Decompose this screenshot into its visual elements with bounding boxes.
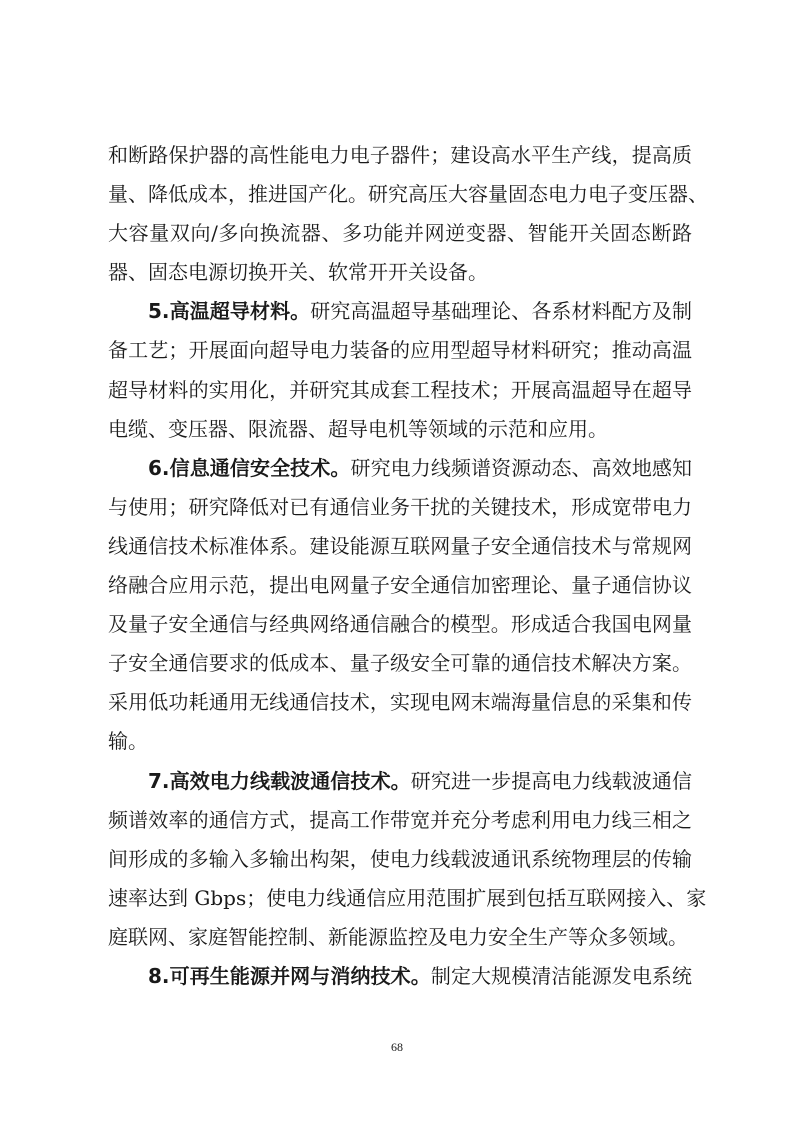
line-text: 络融合应用示范，提出电网量子安全通信加密理论、量子通信协议 bbox=[108, 573, 692, 598]
document-body bbox=[108, 136, 708, 996]
paragraph-item bbox=[108, 292, 692, 448]
line-text: 研究高温超导基础理论、各系材料配方及制 bbox=[310, 299, 693, 324]
text-line bbox=[108, 644, 692, 683]
line-text: 庭联网、家庭智能控制、新能源监控及电力安全生产等众多领域。 bbox=[108, 924, 688, 949]
item-heading: 5.高温超导材料。 bbox=[148, 299, 311, 324]
paragraph-item bbox=[108, 762, 707, 957]
line-text: 速率达到 Gbps；使电力线通信应用范围扩展到包括互联网接入、家 bbox=[108, 885, 707, 910]
line-text: 超导材料的实用化，并研究其成套工程技术；开展高温超导在超导 bbox=[108, 377, 692, 402]
text-line bbox=[108, 214, 692, 253]
text-line bbox=[108, 762, 692, 801]
line-text: 间形成的多输入多输出构架，使电力线载波通讯系统物理层的传输 bbox=[108, 846, 692, 871]
text-line bbox=[108, 918, 692, 957]
text-line bbox=[108, 683, 692, 722]
line-text: 及量子安全通信与经典网络通信融合的模型。形成适合我国电网量 bbox=[108, 612, 692, 637]
text-line bbox=[108, 879, 707, 918]
text-line bbox=[108, 840, 692, 879]
item-heading: 7.高效电力线载波通信技术。 bbox=[148, 768, 411, 793]
text-line bbox=[108, 410, 692, 449]
text-line bbox=[108, 449, 692, 488]
text-line bbox=[108, 605, 692, 644]
line-text: 与使用；研究降低对已有通信业务干扰的关键技术，形成宽带电力 bbox=[108, 494, 692, 519]
page-number: 68 bbox=[391, 1040, 403, 1054]
line-text: 频谱效率的通信方式，提高工作带宽并充分考虑利用电力线三相之 bbox=[108, 807, 692, 832]
text-line bbox=[108, 722, 692, 761]
paragraph-continued bbox=[108, 136, 708, 292]
item-heading: 6.信息通信安全技术。 bbox=[148, 455, 351, 480]
paragraph-item bbox=[108, 449, 692, 762]
text-line bbox=[108, 566, 692, 605]
paragraph-item bbox=[108, 957, 692, 996]
line-text: 输。 bbox=[108, 729, 148, 754]
line-text: 量、降低成本，推进国产化。研究高压大容量固态电力电子变压器、 bbox=[108, 182, 708, 207]
text-line bbox=[108, 292, 692, 331]
line-text: 研究电力线频谱资源动态、高效地感知 bbox=[350, 455, 693, 480]
text-line bbox=[108, 527, 692, 566]
line-text: 备工艺；开展面向超导电力装备的应用型超导材料研究；推动高温 bbox=[108, 338, 692, 363]
text-line bbox=[108, 488, 692, 527]
line-text: 研究进一步提高电力线载波通信 bbox=[410, 768, 693, 793]
line-text: 电缆、变压器、限流器、超导电机等领域的示范和应用。 bbox=[108, 416, 608, 441]
line-text: 采用低功耗通用无线通信技术，实现电网末端海量信息的采集和传 bbox=[108, 690, 692, 715]
line-text: 和断路保护器的高性能电力电子器件；建设高水平生产线，提高质 bbox=[108, 143, 692, 167]
text-line bbox=[108, 957, 692, 996]
line-text: 器、固态电源切换开关、软常开开关设备。 bbox=[108, 260, 488, 285]
text-line bbox=[108, 253, 692, 292]
line-text: 制定大规模清洁能源发电系统 bbox=[430, 963, 693, 988]
text-line bbox=[108, 136, 692, 175]
line-text: 子安全通信要求的低成本、量子级安全可靠的通信技术解决方案。 bbox=[108, 651, 692, 676]
line-text: 大容量双向/多向换流器、多功能并网逆变器、智能开关固态断路 bbox=[108, 221, 692, 246]
text-line bbox=[108, 175, 708, 214]
text-line bbox=[108, 371, 692, 410]
text-line bbox=[108, 801, 692, 840]
line-text: 线通信技术标准体系。建设能源互联网量子安全通信技术与常规网 bbox=[108, 533, 692, 558]
text-line bbox=[108, 331, 692, 370]
item-heading: 8.可再生能源并网与消纳技术。 bbox=[148, 963, 431, 988]
